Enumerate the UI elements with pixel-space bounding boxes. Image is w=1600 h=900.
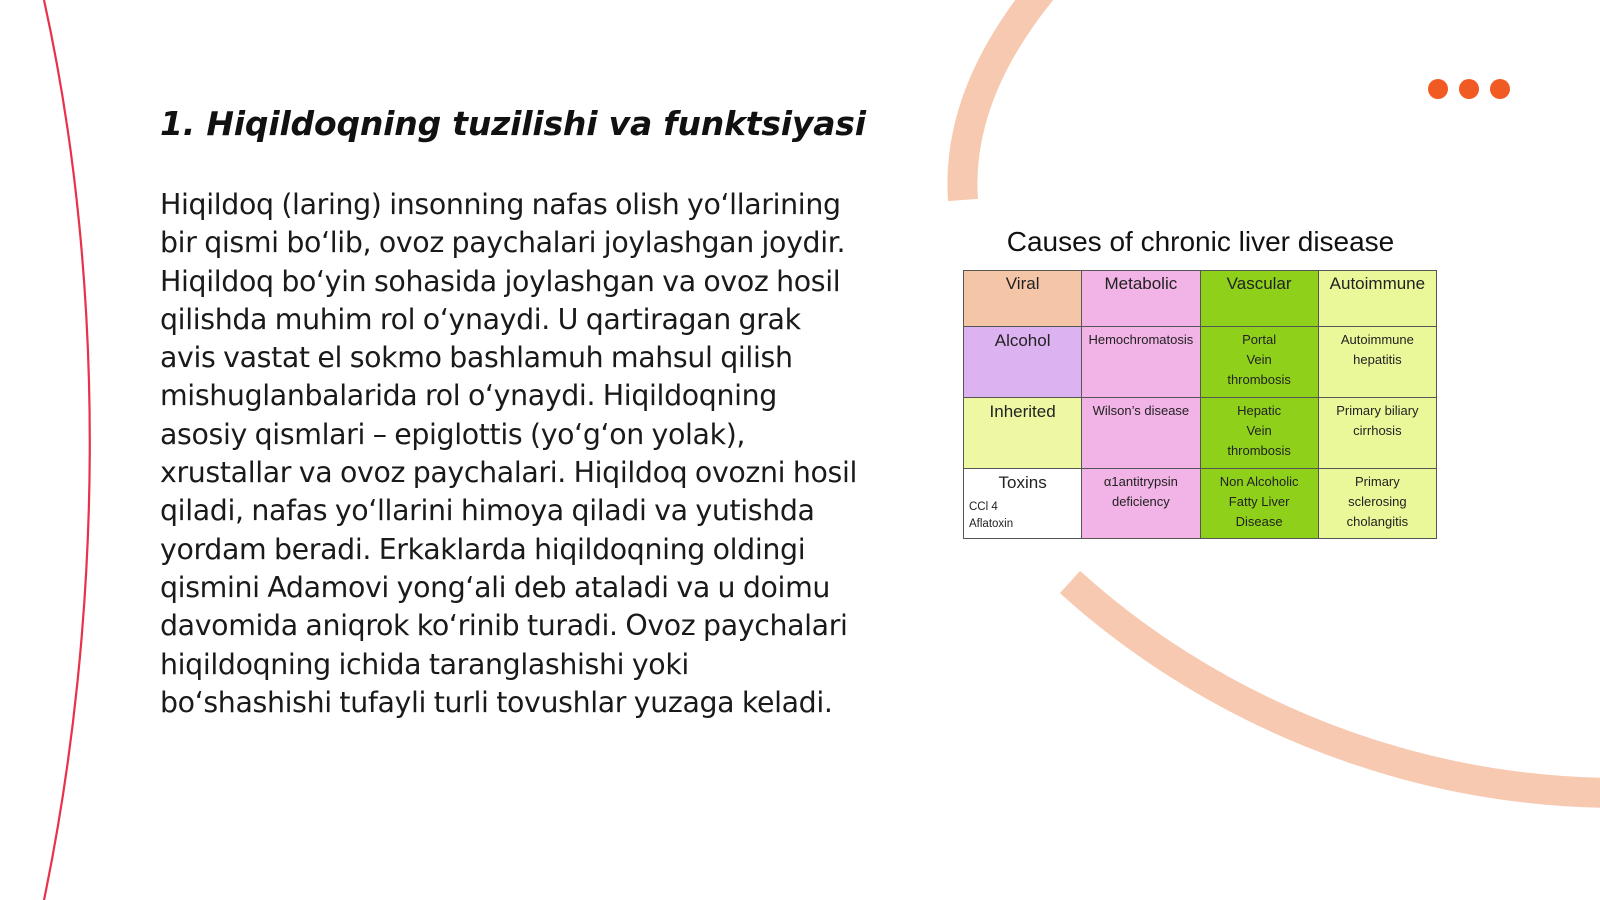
row-label-toxins-cell xyxy=(964,469,1082,539)
table-cell: Autoimmune hepatitis xyxy=(1318,327,1436,398)
causes-table xyxy=(963,270,1437,539)
dot-3 xyxy=(1490,79,1510,99)
row-label-inherited: Inherited xyxy=(964,398,1082,469)
header-vascular: Vascular xyxy=(1200,271,1318,327)
table-row xyxy=(964,398,1437,469)
table-cell: Non Alcoholic Fatty Liver Disease xyxy=(1200,469,1318,539)
liver-disease-figure xyxy=(963,226,1438,539)
header-viral: Viral xyxy=(964,271,1082,327)
top-orange-arc xyxy=(962,0,1042,200)
slide-title: 1. Hiqildoqning tuzilishi va funktsiyasi xyxy=(160,104,866,143)
bottom-orange-arc xyxy=(1070,582,1600,793)
header-autoimmune: Autoimmune xyxy=(1318,271,1436,327)
table-row xyxy=(964,469,1437,539)
header-metabolic: Metabolic xyxy=(1082,271,1200,327)
dot-1 xyxy=(1428,79,1448,99)
table-cell: Hepatic Vein thrombosis xyxy=(1200,398,1318,469)
table-cell: Primary biliary cirrhosis xyxy=(1318,398,1436,469)
row-label-toxins: Toxins xyxy=(998,473,1047,492)
table-row xyxy=(964,327,1437,398)
left-red-curve xyxy=(44,0,90,900)
slide-dots xyxy=(1428,79,1510,99)
table-cell: Primary sclerosing cholangitis xyxy=(1318,469,1436,539)
toxin-aflatoxin: Aflatoxin xyxy=(969,518,1014,530)
slide-body-text: Hiqildoq (laring) insonning nafas olish yo‘llarining bir qismi bo‘lib, ovoz paychalari joylashgan joydir. Hiqildoq bo‘yin sohasida joylashgan va ovoz hosil qilishda muhim rol o‘ynaydi. U qartiragan grak avis vastat el sokmo bashlamuh mahsul qilish mishuglanbalarida rol o‘ynaydi. Hiqildoqning asosiy qismlari – epiglottis (yo‘g‘on yolak), xrustallar va ovoz paychalari. Hiqildoq ovozni hosil qiladi, nafas yo‘llarini himoya qiladi va yutishda yordam beradi. Erkaklarda hiqildoqning oldingi qismini Adamovi yong‘ali deb ataladi va u doimu davomida aniqrok ko‘rinib turadi. Ovoz paychalari hiqildoqning ichida taranglashishi yoki bo‘shashishi tufayli turli tovushlar yuzaga keladi. xyxy=(160,188,858,719)
table-cell: Portal Vein thrombosis xyxy=(1200,327,1318,398)
table-cell: Hemochromatosis xyxy=(1082,327,1200,398)
row-label-alcohol: Alcohol xyxy=(964,327,1082,398)
table-cell: α1antitrypsin deficiency xyxy=(1082,469,1200,539)
table-header-row xyxy=(964,271,1437,327)
dot-2 xyxy=(1459,79,1479,99)
toxin-ccl4: CCl 4 xyxy=(969,501,998,513)
figure-title: Causes of chronic liver disease xyxy=(1006,226,1395,257)
table-cell: Wilson’s disease xyxy=(1082,398,1200,469)
